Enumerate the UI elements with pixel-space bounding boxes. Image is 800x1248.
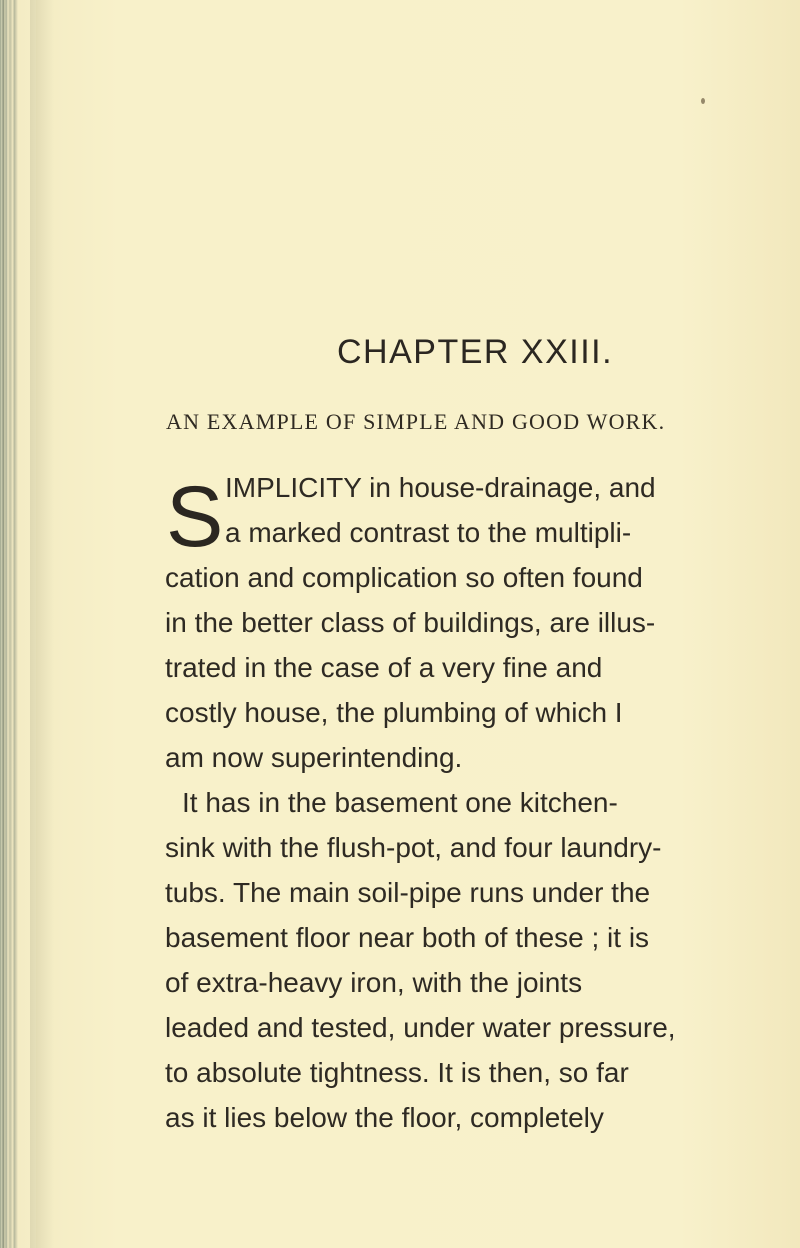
paper-speck — [701, 98, 705, 104]
text-line-6: costly house, the plumbing of which I — [165, 697, 623, 728]
text-line-4: in the better class of buildings, are illus- — [165, 607, 656, 638]
text-line-7: am now superintending. — [165, 742, 463, 773]
text-line-14: to absolute tightness. It is then, so far — [165, 1057, 629, 1088]
text-line-15: as it lies below the floor, completely — [165, 1102, 604, 1133]
text-line-10: tubs. The main soil-pipe runs under the — [165, 877, 651, 908]
drop-cap: S — [166, 469, 224, 565]
text-line-13: leaded and tested, under water pressure, — [165, 1012, 676, 1043]
text-line-9: sink with the flush-pot, and four laundry- — [165, 832, 662, 863]
text-line-8: It has in the basement one kitchen- — [182, 787, 618, 818]
section-title: AN EXAMPLE OF SIMPLE AND GOOD WORK. — [166, 409, 666, 434]
text-line-3: cation and complication so often found — [165, 562, 643, 593]
text-line-12: of extra-heavy iron, with the joints — [165, 967, 583, 998]
text-line-11: basement floor near both of these ; it is — [165, 922, 650, 953]
chapter-title: CHAPTER XXIII. — [337, 333, 614, 371]
text-line-5: trated in the case of a very fine and — [165, 652, 603, 683]
text-line-1: IMPLICITY in house-drainage, and — [225, 472, 656, 503]
gutter-shadow — [30, 0, 54, 1248]
text-line-2: a marked contrast to the multipli- — [225, 517, 632, 548]
